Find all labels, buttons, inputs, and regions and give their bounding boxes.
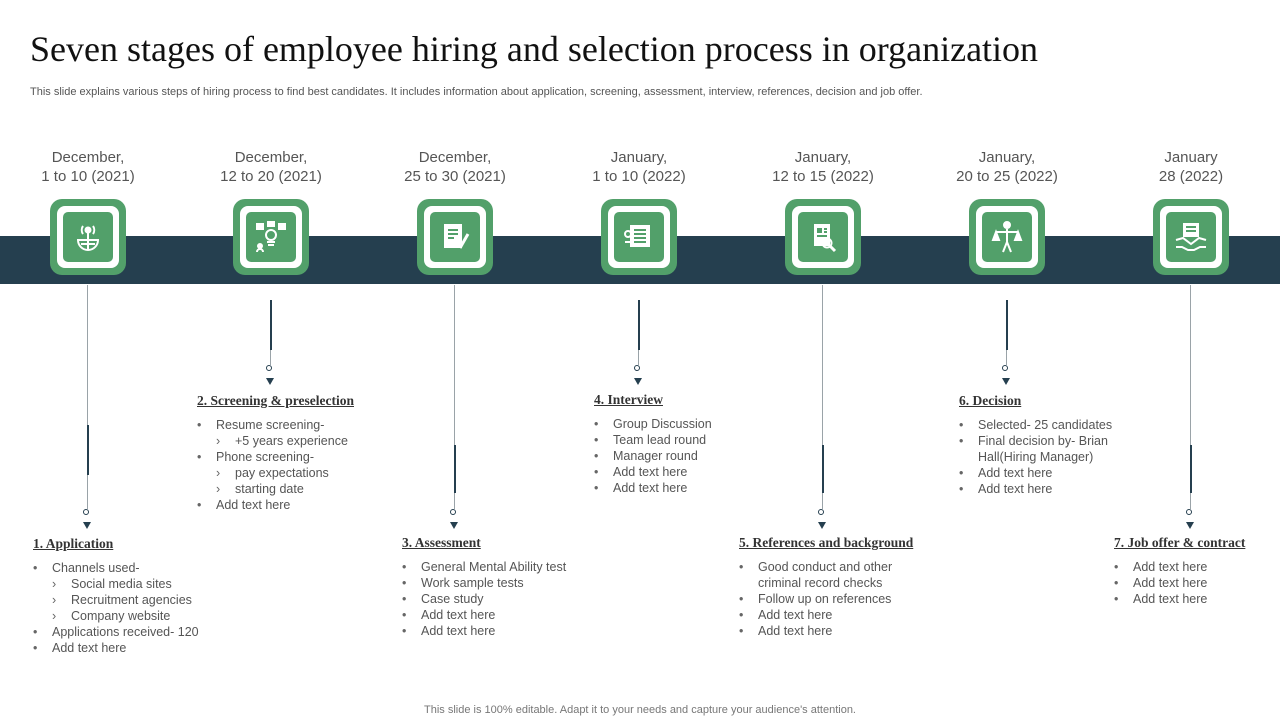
stage-heading: 3. Assessment bbox=[402, 535, 481, 550]
stage-date: December, 12 to 20 (2021) bbox=[220, 149, 322, 185]
stage-date: January, 20 to 25 (2022) bbox=[956, 149, 1058, 185]
stage-heading: 7. Job offer & contract bbox=[1114, 535, 1246, 550]
candidate-idea-icon bbox=[254, 220, 288, 254]
list-item: • Manager round bbox=[594, 448, 754, 464]
page-subtitle: This slide explains various steps of hiring process to find best candidates. It includes information about application, screening, assessment, interview, references, decision and job offer. bbox=[30, 86, 923, 98]
icon-frame bbox=[417, 199, 493, 275]
list-item: • Channels used- bbox=[33, 560, 233, 576]
stage-heading: 4. Interview bbox=[594, 392, 663, 407]
stage-screening bbox=[181, 0, 361, 720]
person-balance-icon bbox=[990, 220, 1024, 254]
handshake-contract-icon bbox=[1174, 220, 1208, 254]
stage-heading: 5. References and background bbox=[739, 535, 914, 550]
icon-frame bbox=[969, 199, 1045, 275]
stage-date: January, 12 to 15 (2022) bbox=[772, 149, 874, 185]
icon-frame bbox=[601, 199, 677, 275]
list-item: • Work sample tests bbox=[402, 575, 567, 591]
list-subitem: › Recruitment agencies bbox=[33, 592, 233, 608]
stage-details bbox=[1114, 535, 1279, 607]
list-subitem: › Company website bbox=[33, 608, 233, 624]
stage-decision bbox=[917, 0, 1113, 720]
list-item: • Add text here bbox=[739, 607, 914, 623]
list-item: • General Mental Ability test bbox=[402, 559, 567, 575]
list-item: • Selected- 25 candidates bbox=[959, 417, 1129, 433]
stage-date: December, 25 to 30 (2021) bbox=[404, 149, 506, 185]
stage-heading: 2. Screening & preselection bbox=[197, 393, 354, 408]
list-item: • Add text here bbox=[1114, 559, 1279, 575]
slide-footer: This slide is 100% editable. Adapt it to your needs and capture your audience's attention. bbox=[424, 704, 856, 716]
list-item: • Add text here bbox=[33, 640, 233, 656]
stage-date: January 28 (2022) bbox=[1158, 149, 1224, 185]
page-title: Seven stages of employee hiring and selection process in organization bbox=[30, 29, 1039, 69]
stage-date: January, 1 to 10 (2022) bbox=[592, 149, 686, 185]
stage-list bbox=[739, 559, 914, 639]
document-search-icon bbox=[806, 220, 840, 254]
stage-job-offer bbox=[1101, 0, 1280, 720]
stage-heading: 6. Decision bbox=[959, 393, 1022, 408]
stage-details bbox=[402, 535, 567, 639]
stage-list bbox=[1114, 559, 1279, 607]
list-item: • Applications received- 120 bbox=[33, 624, 233, 640]
list-item: • Add text here bbox=[739, 623, 914, 639]
list-item: • Add text here bbox=[402, 623, 567, 639]
icon-frame bbox=[233, 199, 309, 275]
stage-date: December, 1 to 10 (2021) bbox=[41, 149, 135, 185]
list-subitem: › +5 years experience bbox=[197, 433, 397, 449]
list-subitem: › pay expectations bbox=[197, 465, 397, 481]
list-item: • Add text here bbox=[402, 607, 567, 623]
interview-board-icon bbox=[622, 220, 656, 254]
list-item: • Resume screening- bbox=[197, 417, 397, 433]
list-item: • Follow up on references bbox=[739, 591, 914, 607]
list-item: • Case study bbox=[402, 591, 567, 607]
list-item: • Add text here bbox=[197, 497, 397, 513]
list-item: • Good conduct and other criminal record checks bbox=[739, 559, 914, 591]
list-item: • Phone screening- bbox=[197, 449, 397, 465]
list-item: • Add text here bbox=[1114, 575, 1279, 591]
stage-details bbox=[594, 392, 754, 496]
stage-assessment bbox=[365, 0, 567, 720]
stage-interview bbox=[549, 0, 729, 720]
list-item: • Add text here bbox=[1114, 591, 1279, 607]
list-subitem: › starting date bbox=[197, 481, 397, 497]
document-pen-icon bbox=[438, 220, 472, 254]
list-item: • Add text here bbox=[594, 480, 754, 496]
list-item: • Add text here bbox=[959, 481, 1129, 497]
list-item: • Team lead round bbox=[594, 432, 754, 448]
stage-list bbox=[594, 416, 754, 496]
icon-frame bbox=[1153, 199, 1229, 275]
stage-list bbox=[402, 559, 567, 639]
stage-heading: 1. Application bbox=[33, 536, 114, 551]
icon-frame bbox=[785, 199, 861, 275]
stage-references bbox=[733, 0, 913, 720]
list-subitem: › Social media sites bbox=[33, 576, 233, 592]
list-item: • Add text here bbox=[959, 465, 1129, 481]
stage-application bbox=[0, 0, 199, 720]
list-item: • Final decision by- Brian Hall(Hiring Manager) bbox=[959, 433, 1129, 465]
icon-frame bbox=[50, 199, 126, 275]
antenna-globe-icon bbox=[71, 220, 105, 254]
list-item: • Add text here bbox=[594, 464, 754, 480]
list-item: • Group Discussion bbox=[594, 416, 754, 432]
stage-details bbox=[739, 535, 939, 639]
